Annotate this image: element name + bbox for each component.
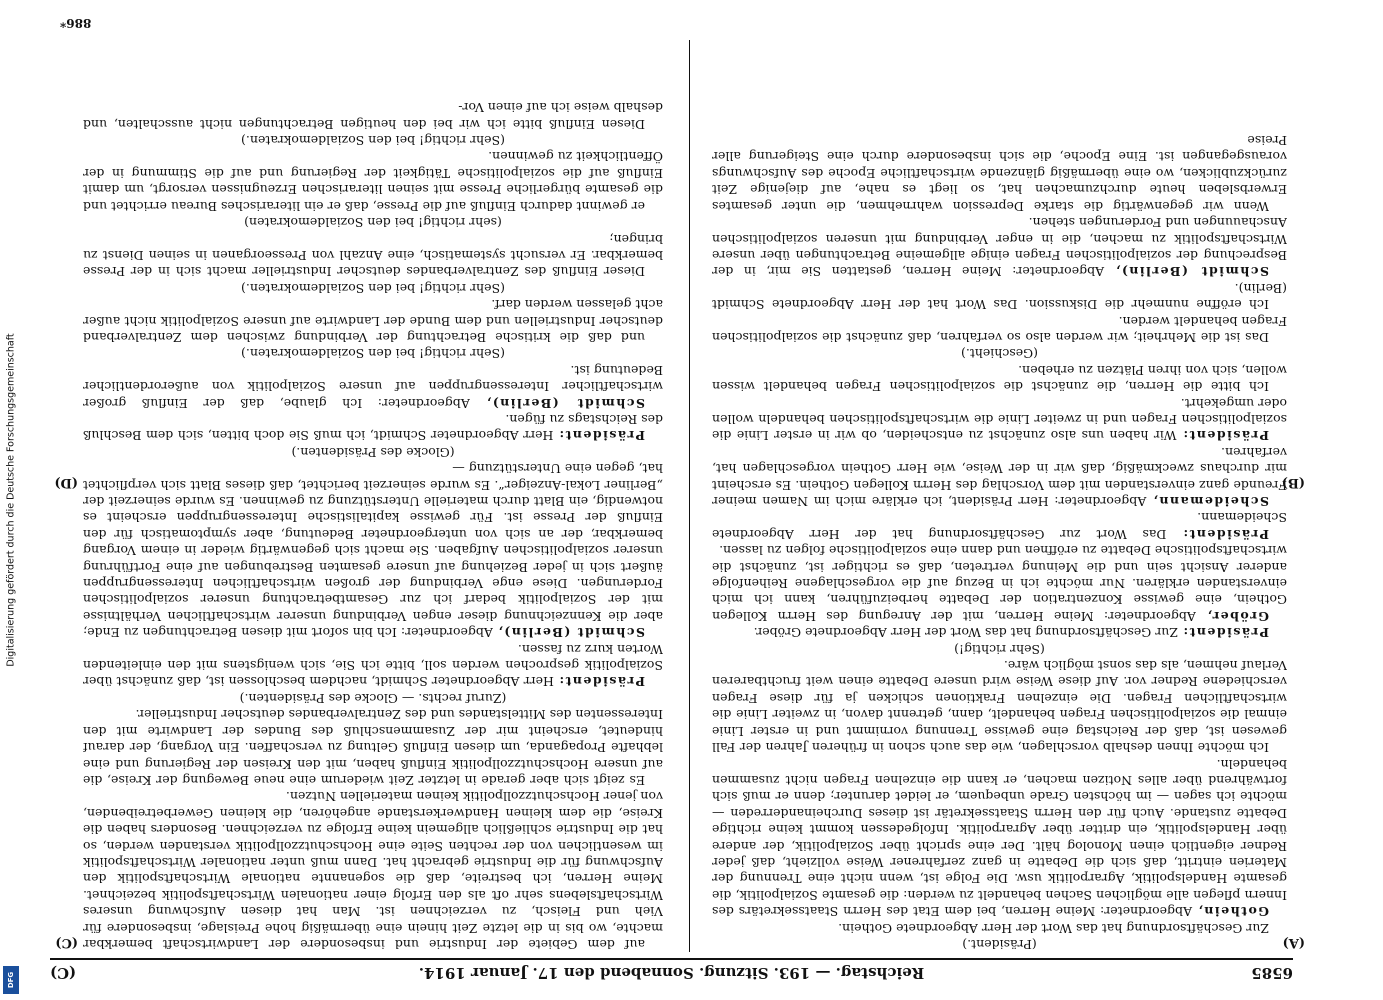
stage-direction: (Zuruf rechts. — Glocke des Präsidenten.)	[239, 690, 507, 706]
stage-direction: (Geschieht.)	[960, 346, 1039, 362]
stage-direction: (Glocke des Präsidenten.)	[291, 444, 455, 460]
paragraph: er gewinnt dadurch Einfluß auf die Presse, daß er ein literarisches Bureau errichtet und die gesamte bürgerliche Presse mit seinen literarischen Erzeugnissen versorgt, um damit Einfluß auf die sozialpolitische Tätigkeit der Regierung und auf die Stimmung in der Öffentlichkeit zu gewinnen.	[83, 149, 663, 214]
stage-direction: (Sehr richtig! bei den Sozialdemokraten.)	[241, 346, 505, 362]
paragraph: Schmidt (Berlin), Abgeordneter: Ich glaube, daß der Einfluß großer wirtschaftlicher Interessengruppen auf unsere Sozialpolitik von außerordentlicher Bedeutung ist.	[83, 362, 663, 411]
paragraph: Schmidt (Berlin), Abgeordneter: Meine Herren, gestatten Sie mir, in der Besprechung der sozialpolitischen Fragen einige allgemeine Betrachtungen über unsere Wirtschaftspolitik zu machen, die in enger Verbindung mit unseren sozialpolitischen Anschauungen und Forderungen stehen.	[712, 215, 1287, 280]
paragraph: Präsident: Herr Abgeordneter Schmidt, ich muß Sie doch bitten, sich dem Beschluß des Reichstags zu fügen.	[83, 412, 663, 444]
paragraph: Ich eröffne nunmehr die Diskussion. Das Wort hat der Herr Abgeordnete Schmidt (Berlin).	[712, 280, 1287, 313]
left-column	[712, 40, 1287, 952]
speaker-name: Schmidt (Berlin),	[485, 395, 645, 411]
margin-marker-a: (A)	[1282, 935, 1305, 950]
page-signature: 886*	[60, 16, 92, 30]
speaker-name: Schmidt (Berlin),	[496, 625, 645, 641]
column-divider	[689, 40, 690, 952]
stage-direction: (sehr richtig! bei den Sozialdemokraten)	[244, 215, 502, 231]
paragraph: und daß die kritische Betrachtung der Verbindung zwischen dem Zentralverband deutscher Industriellen und dem Bunde der Landwirte auf unsere Sozialpolitik nicht außer acht gelassen werden darf.	[83, 297, 663, 345]
paragraph: Wenn wir gegenwärtig die starke Depression wahrnehmen, die unter gesamtes Erwerbsleben heute durchzumachen hat, so liegt es nahe, auf diejenige Zeit zurückzublicken, wo eine übermäßig glänzende wirtschaftliche Epoche des Aufschwungs vorausgegangen ist. Eine Epoche, die sich insbesondere durch eine Steigerung aller Preise	[712, 133, 1287, 214]
speaker-name: Gothein,	[1196, 904, 1269, 920]
paragraph: Scheidemann, Abgeordneter: Herr Präsident, ich erkläre mich im Namen meiner Freunde ganz einverstanden mit dem Vorschlag des Herrn Kollegen Gothein. Es erscheint mir durchaus zweckmäßig, daß wir in der Weise, wie Herr Gothein vorgeschlagen hat, verfahren.	[712, 444, 1287, 510]
speaker-name: Präsident:	[1181, 625, 1269, 641]
paragraph: Gröber, Abgeordneter: Meine Herren, mit der Anregung des Herrn Kollegen Gothein, eine gewisse Konzentration der Debatte herbeizuführen, kann ich mich einverstanden erklären. Nur möchte ich in Bezug auf die vorgeschlagene Reihenfolge anderer Ansicht sein und die Meinung vertreten, daß es richtiger ist, zunächst die wirtschaftspolitische Debatte zu eröffnen und dann eine sozialpolitische folgen zu lassen.	[712, 543, 1287, 624]
paragraph: Das ist die Mehrheit; wir werden also so verfahren, daß zunächst die sozialpolitischen Fragen behandelt werden.	[712, 313, 1287, 345]
paragraph: Zur Geschäftsordnung hat das Wort der Herr Abgeordnete Gothein.	[838, 920, 1269, 936]
margin-marker-c: (C)	[55, 935, 78, 950]
speaker-name: Präsident:	[1181, 428, 1269, 444]
paragraph: Präsident: Wir haben uns also zunächst zu entscheiden, ob wir in erster Linie die sozialpolitischen Fragen und in zweiter Linie die wirtschaftspolitischen behandeln wollen oder umgekehrt.	[712, 395, 1287, 444]
margin-marker-d: (D)	[54, 475, 78, 490]
paragraph: Schmidt (Berlin), Abgeordneter: Ich bin sofort mit diesen Betrachtungen zu Ende; aber die Kennzeichnung dieser engen Verbindung unserer wirtschaftlichen Verhältnisse mit der Sozialpolitik bedarf ich zur Gesamtbetrachtung unserer sozialpolitischen Forderungen. Diese enge Verbindung der großen wirtschaftlichen Interessengruppen äußert sich in jeder Beziehung auf unsere gesamten Bestrebungen auf eine Fortführung unserer sozialpolitischen Aufgaben. Sie macht sich gegenwärtig wieder in einem Vorgang bemerkbar, der an sich von untergeordneter Bedeutung, aber symptomatisch für den Einfluß der Presse ist. Für gewisse kapitalistische Interessengruppen erscheint es notwendig, ein Blatt durch materielle Unterstützung zu gewinnen. Es wurde seinerzeit der „Berliner Lokal-Anzeiger“. Es wurde seinerzeit berichtet, daß dieses Blatt sich verpflichtet hat, gegen eine Unterstützung —	[83, 461, 663, 641]
margin-marker-b: (B)	[1281, 475, 1305, 490]
stage-direction: (Sehr richtig! bei den Sozialdemokraten.)	[241, 280, 505, 296]
paragraph: Dieser Einfluß des Zentralverbandes deutscher Industrieller macht sich in der Presse bemerkbar. Er versucht systematisch, eine Anzahl von Presseorganen in seinen Dienst zu bringen;	[83, 231, 663, 280]
paragraph: Präsident: Zur Geschäftsordnung hat das Wort der Herr Abgeordnete Gröber.	[753, 625, 1269, 641]
speaker-name: Schmidt (Berlin),	[1114, 264, 1269, 280]
paragraph: auf dem Gebiete der Industrie und insbesondere der Landwirtschaft bemerkbar machte, wo bis in die letzte Zeit hinein eine übermäßig hohe Preislage, insbesondere für Vieh und Fleisch, zu verzeichnen ist. Man hat diesen Aufschwung unseres Wirtschaftslebens sehr oft als den Erfolg einer nationalen Wirtschaftspolitik bezeichnet. Meine Herren, ich bestreite, daß die sogenannte nationale Wirtschaftspolitik den Aufschwung für die Industrie gebracht hat. Dann muß unter nationaler Wirtschaftspolitik im wesentlichen von der rechten Seite eine Hochschutzzollpolitik verstanden werden, so hat die Industrie schließlich allgemein keine Erfolge zu verzeichnen. Besonders haben die Kreise, die dem kleinen Handwerkerstande angehören, die kleinen Gewerbetreibenden, von jener Hochschutzzollpolitik keinen materiellen Nutzen.	[83, 789, 663, 952]
right-column	[83, 40, 663, 952]
paragraph: Präsident: Herr Abgeordneter Schmidt, nachdem beschlossen ist, daß zunächst über Sozialpolitik gesprochen werden soll, bitte ich Sie, sich wenigstens mit den einleitenden Worten kurz zu fassen.	[83, 641, 663, 690]
speaker-name: Präsident:	[557, 428, 645, 444]
speaker-name: Scheidemann,	[1152, 494, 1269, 510]
page-number: 6585	[1251, 964, 1293, 982]
speaker-name: Präsident:	[557, 674, 645, 690]
paragraph: Diesen Einfluß bitte ich wir bei den heutigen Betrachtungen nicht ausschalten, und deshalb weise ich auf einen Vor-	[83, 100, 663, 132]
dfg-logo: DFG	[3, 966, 19, 994]
paragraph: Präsident: Das Wort zur Geschäftsordnung hat der Herr Abgeordnete Scheidemann.	[712, 510, 1287, 542]
page-header	[50, 958, 1293, 982]
paragraph: Ich bitte die Herren, die zunächst die sozialpolitischen Fragen behandelt wissen wollen, sich von ihren Plätzen zu erheben.	[712, 362, 1287, 395]
stage-direction: (Sehr richtig! bei den Sozialdemokraten.)	[241, 133, 505, 149]
speaker-name: Gröber,	[1206, 608, 1269, 624]
paragraph: Gothein, Abgeordneter: Meine Herren, bei dem Etat des Herrn Staatssekretärs des Innern pflegen alle möglichen Sachen behandelt zu werden: die gesamte Sozialpolitik, die gesamte Handelspolitik, Agrarpolitik usw. Die Folge ist, wenn nicht eine Trennung der Materien eintritt, daß sich die Debatte in ganz zerfahrener Weise vollzieht, daß jeder Redner eigentlich einen Monolog hält. Der eine spricht über Sozialpolitik, der andere über Handelspolitik, ein dritter über Agrarpolitik. Infolgedessen kommt keine richtige Debatte zustande. Auch für den Herrn Staatssekretär ist dieses Durcheinanderreden — möchte ich sagen — im höchsten Grade unbequem, er leidet darunter; denn er muß sich fortwährend über alles Notizen machen, er kann die einzelnen Fragen nicht zusammen behandeln.	[712, 756, 1287, 920]
speaker-name: Präsident:	[1181, 526, 1269, 542]
funding-text: Digitalisierung gefördert durch die Deutsche Forschungsgemeinschaft	[5, 333, 17, 667]
header-marker: (C)	[50, 964, 77, 982]
header-title: Reichstag. — 193. Sitzung. Sonnabend den 17. Januar 1914.	[418, 964, 925, 982]
funding-note	[0, 0, 22, 1000]
stage-direction: (Präsident.)	[962, 937, 1037, 952]
paragraph: Es zeigt sich aber gerade in letzter Zeit wiederum eine neue Bewegung der Kreise, die auf unsere Hochschutzzollpolitik Einfluß haben, mit den Kreisen der Regierung und eine lebhafte Propaganda, um diesen Einfluß Geltung zu verschaffen. Ein Vorgang, der darauf hindeutet, erscheint mir der Zusammenschluß des Bundes der Landwirte mit den Interessenten des Mittelstandes und des Zentralverbandes deutscher Industrieller.	[83, 707, 663, 788]
paragraph: Ich möchte Ihnen deshalb vorschlagen, wie das auch schon in früheren Jahren der Fall gewesen ist, daß der Reichstag eine gewisse Trennung vornimmt und in erster Linie einmal die sozialpolitischen Fragen behandelt, dann, getrennt davon, in zweiter Linie die wirtschaftlichen Fragen. Die einzelnen Fraktionen schicken ja für diese Fragen verschiedene Redner vor. Auf diese Weise wird unsere Debatte einen weit fruchtbareren Verlauf nehmen, als das sonst möglich wäre.	[712, 658, 1287, 756]
stage-direction: (Sehr richtig!)	[954, 641, 1045, 657]
